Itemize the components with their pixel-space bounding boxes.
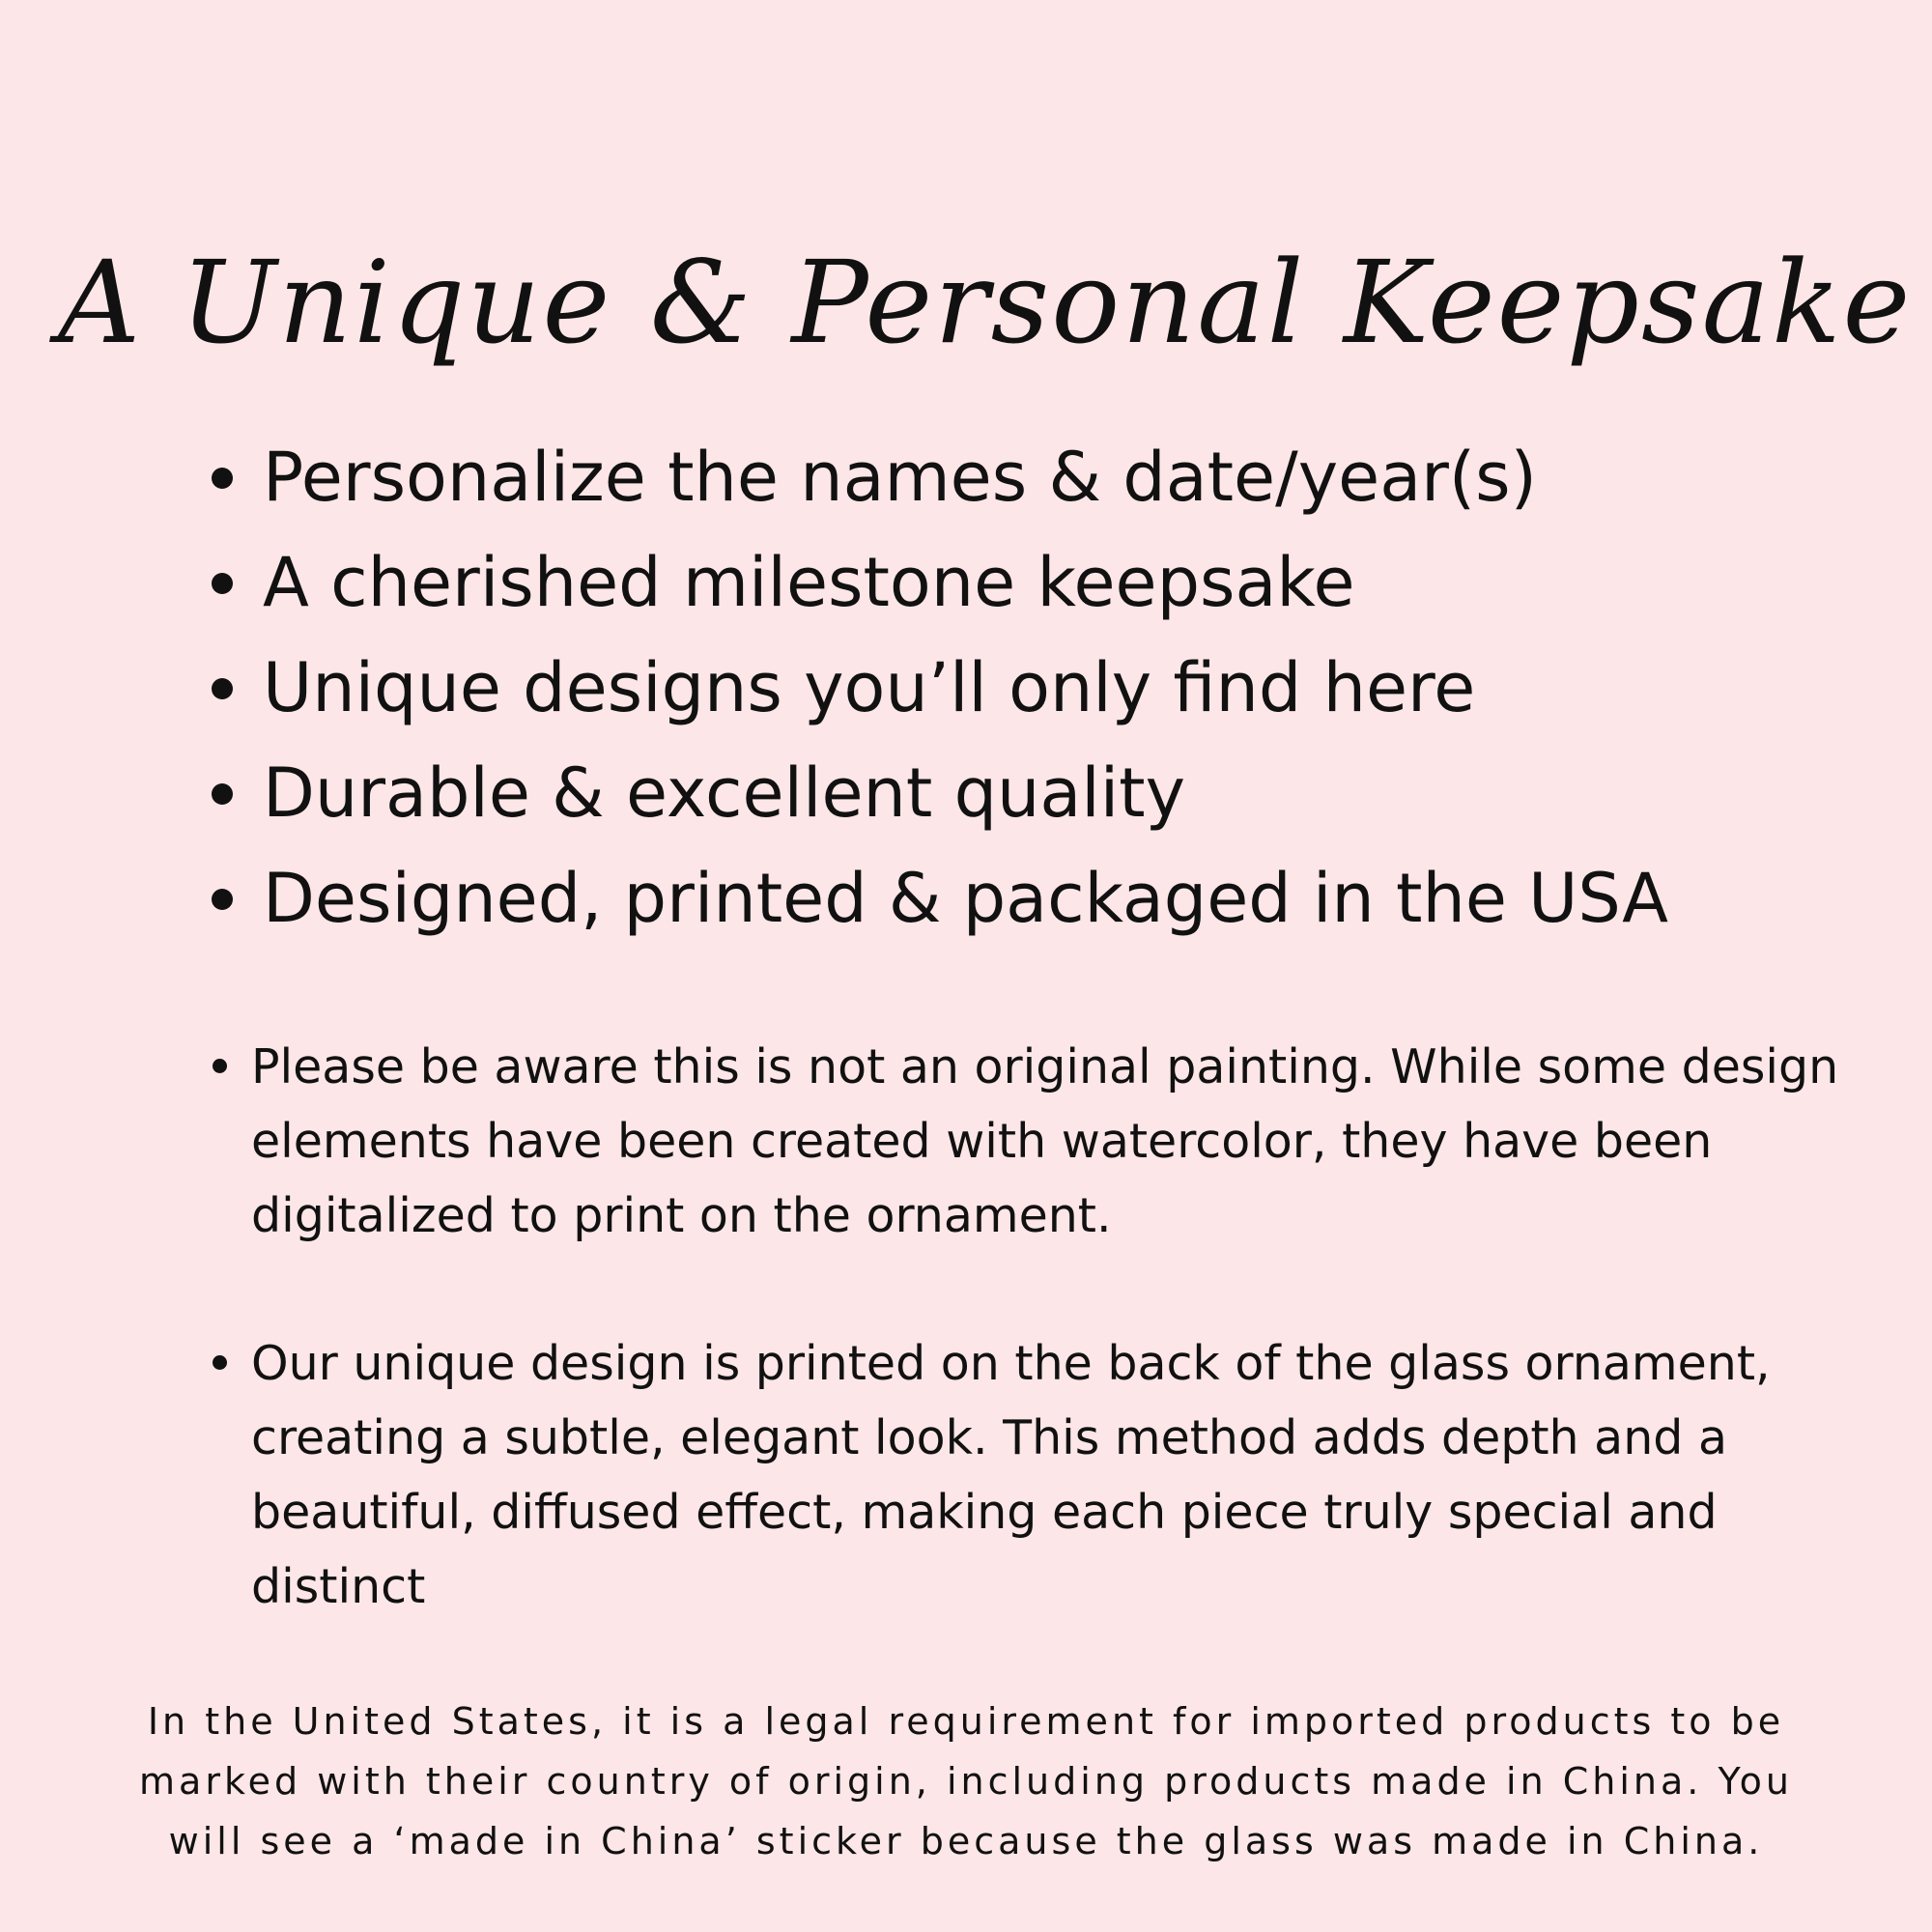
note-text: Please be aware this is not an original painting. While some design elements have been created with watercolor, they have been digitalized to print on the ornament.: [251, 1039, 1839, 1243]
note-item: [211, 1326, 1891, 1624]
page-title: A Unique & Personal Keepsake: [58, 236, 1913, 370]
bullet-icon: [213, 1355, 227, 1370]
feature-text: Unique designs you’ll only find here: [263, 648, 1476, 727]
feature-item: [208, 425, 1668, 530]
bullet-icon: [212, 889, 233, 910]
bullet-icon: [212, 783, 233, 805]
bullet-icon: [212, 678, 233, 699]
bullet-icon: [212, 468, 233, 489]
bullet-icon: [212, 573, 233, 594]
feature-item: [208, 530, 1668, 636]
feature-text: Durable & excellent quality: [263, 753, 1186, 833]
feature-item: [208, 846, 1668, 952]
notes-list: [211, 1030, 1891, 1624]
bullet-icon: [213, 1059, 227, 1073]
feature-item: [208, 636, 1668, 741]
origin-disclaimer: In the United States, it is a legal requirement for imported products to be marked with their country of origin, including products made in China. You will see a ‘made in China’ sticker because the glass was made in China.: [139, 1700, 1793, 1862]
feature-text: Personalize the names & date/year(s): [263, 438, 1537, 517]
note-text: Our unique design is printed on the back of the glass ornament, creating a subtle, elegant look. This method adds depth and a beautiful, diffused effect, making each piece truly special and distinct: [251, 1336, 1771, 1614]
note-item: [211, 1030, 1891, 1253]
feature-item: [208, 741, 1668, 846]
feature-list: [208, 425, 1668, 952]
feature-text: Designed, printed & packaged in the USA: [263, 859, 1668, 938]
feature-text: A cherished milestone keepsake: [263, 543, 1355, 622]
